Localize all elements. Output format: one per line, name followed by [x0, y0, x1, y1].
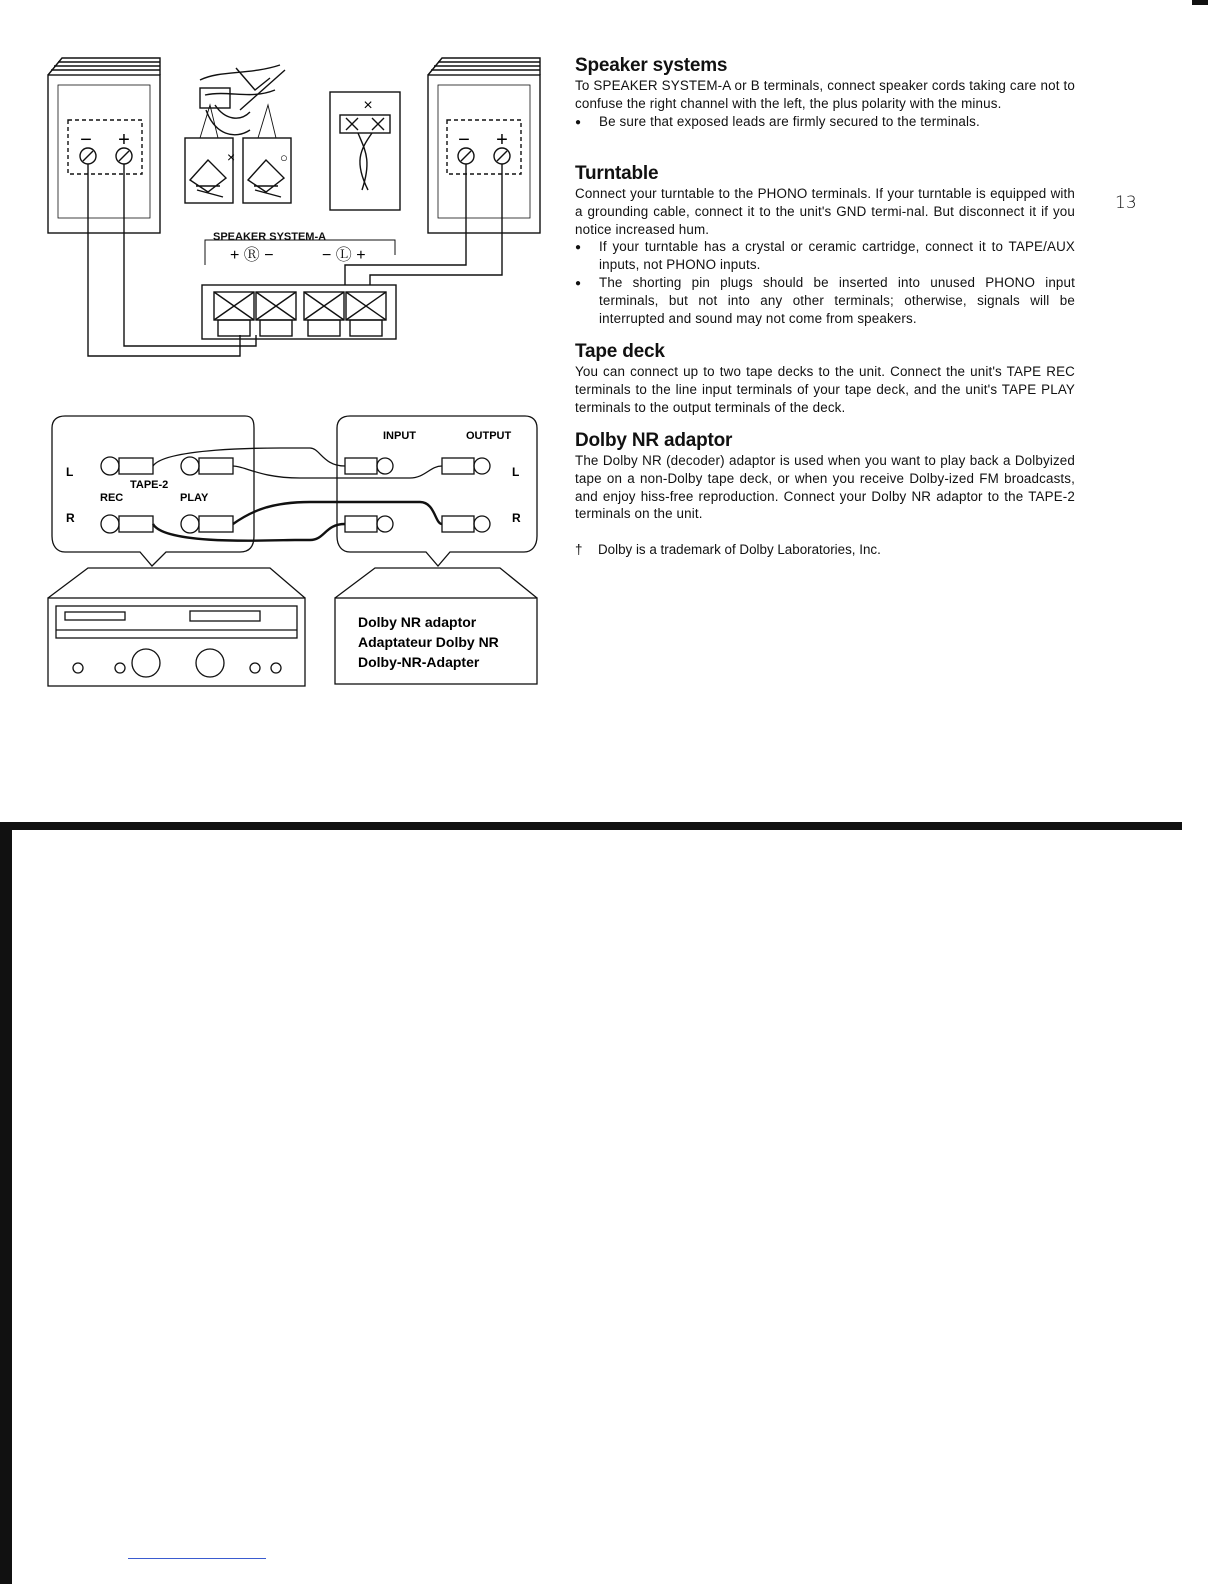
footnote-text: Dolby is a trademark of Dolby Laboratories, Inc.	[598, 542, 881, 557]
wrong-mark: ×	[227, 149, 236, 165]
bullet-icon	[575, 238, 599, 274]
section-turntable	[575, 163, 1075, 327]
section-body: The Dolby NR (decoder) adaptor is used when you want to play back a Dolbyized tape on a non-Dolby tape deck, or when you receive Dolby-ized FM broadcasts, and enjoy hiss-free reproduction. Connect your Dolby NR adaptor to the TAPE-2 terminals on the unit.	[575, 453, 1075, 522]
page-edge-shadow	[0, 830, 12, 1584]
rec-label: REC	[100, 492, 124, 504]
section-body: Connect your turntable to the PHONO terminals. If your turntable is equipped with a grounding cable, connect it to the unit's GND termi-nal. But disconnect it if you notice increased hum.	[575, 186, 1075, 237]
section-body: To SPEAKER SYSTEM-A or B terminals, connect speaker cords taking care not to confuse the right channel with the left, the plus polarity with the minus.	[575, 78, 1075, 111]
left-speaker-icon	[48, 58, 160, 233]
adaptor-name-de: Dolby-NR-Adapter	[358, 654, 480, 670]
wrong-mark: ×	[363, 97, 373, 114]
bullet-item: ● Be sure that exposed leads are firmly secured to the terminals.	[575, 113, 1075, 133]
right-speaker-icon	[428, 58, 540, 233]
channel-left: L	[66, 465, 74, 479]
footnote	[575, 542, 1075, 557]
bullet-icon	[575, 113, 599, 133]
section-heading: Turntable	[575, 163, 659, 184]
right-mark: ○	[280, 150, 288, 165]
minus-sign: −	[80, 129, 92, 151]
footnote-mark: †	[575, 542, 583, 557]
section-heading: Dolby NR adaptor	[575, 430, 733, 451]
output-label: OUTPUT	[466, 430, 512, 442]
terminal-label: SPEAKER SYSTEM-A	[213, 231, 327, 243]
tape-dolby-diagram	[40, 408, 550, 690]
corner-mark	[1192, 0, 1208, 5]
section-body: You can connect up to two tape decks to the unit. Connect the unit's TAPE REC terminals to the line input terminals of your tape deck, and the unit's TAPE PLAY terminals to the output terminals of the deck.	[575, 364, 1075, 415]
bullet-icon	[575, 274, 599, 327]
adaptor-name-fr: Adaptateur Dolby NR	[358, 634, 499, 650]
scan-mark-line	[128, 1558, 266, 1559]
polarity-right: + Ⓡ −	[230, 247, 274, 264]
play-label: PLAY	[180, 492, 209, 504]
adaptor-name-en: Dolby NR adaptor	[358, 614, 477, 630]
channel-right: R	[512, 511, 521, 525]
amplifier-front-panel	[48, 568, 305, 686]
channel-right: R	[66, 511, 75, 525]
speaker-terminal-block	[202, 285, 396, 339]
section-speaker-systems	[575, 55, 1075, 132]
input-label: INPUT	[383, 430, 416, 442]
speaker-wiring-diagram	[40, 50, 560, 370]
page-divider-bar	[0, 822, 1182, 830]
polarity-left: − Ⓛ +	[322, 247, 366, 264]
section-heading: Speaker systems	[575, 55, 728, 76]
page-number: 13	[1115, 193, 1137, 213]
plus-sign: +	[496, 129, 508, 151]
minus-sign: −	[458, 129, 470, 151]
tape2-label: TAPE-2	[130, 479, 169, 491]
channel-left: L	[512, 465, 520, 479]
section-heading: Tape deck	[575, 341, 665, 362]
plus-sign: +	[118, 129, 130, 151]
section-tape-deck	[575, 341, 1075, 416]
dolby-adaptor-jacks	[345, 458, 490, 532]
bullet-item: ● The shorting pin plugs should be inserted into unused PHONO input terminals, but not into any other terminals; otherwise, signals will be interrupted and sound may not come from speakers.	[575, 274, 1075, 327]
section-dolby-nr	[575, 430, 1075, 523]
bullet-item: ● If your turntable has a crystal or ceramic cartridge, connect it to TAPE/AUX inputs, not PHONO inputs.	[575, 238, 1075, 274]
